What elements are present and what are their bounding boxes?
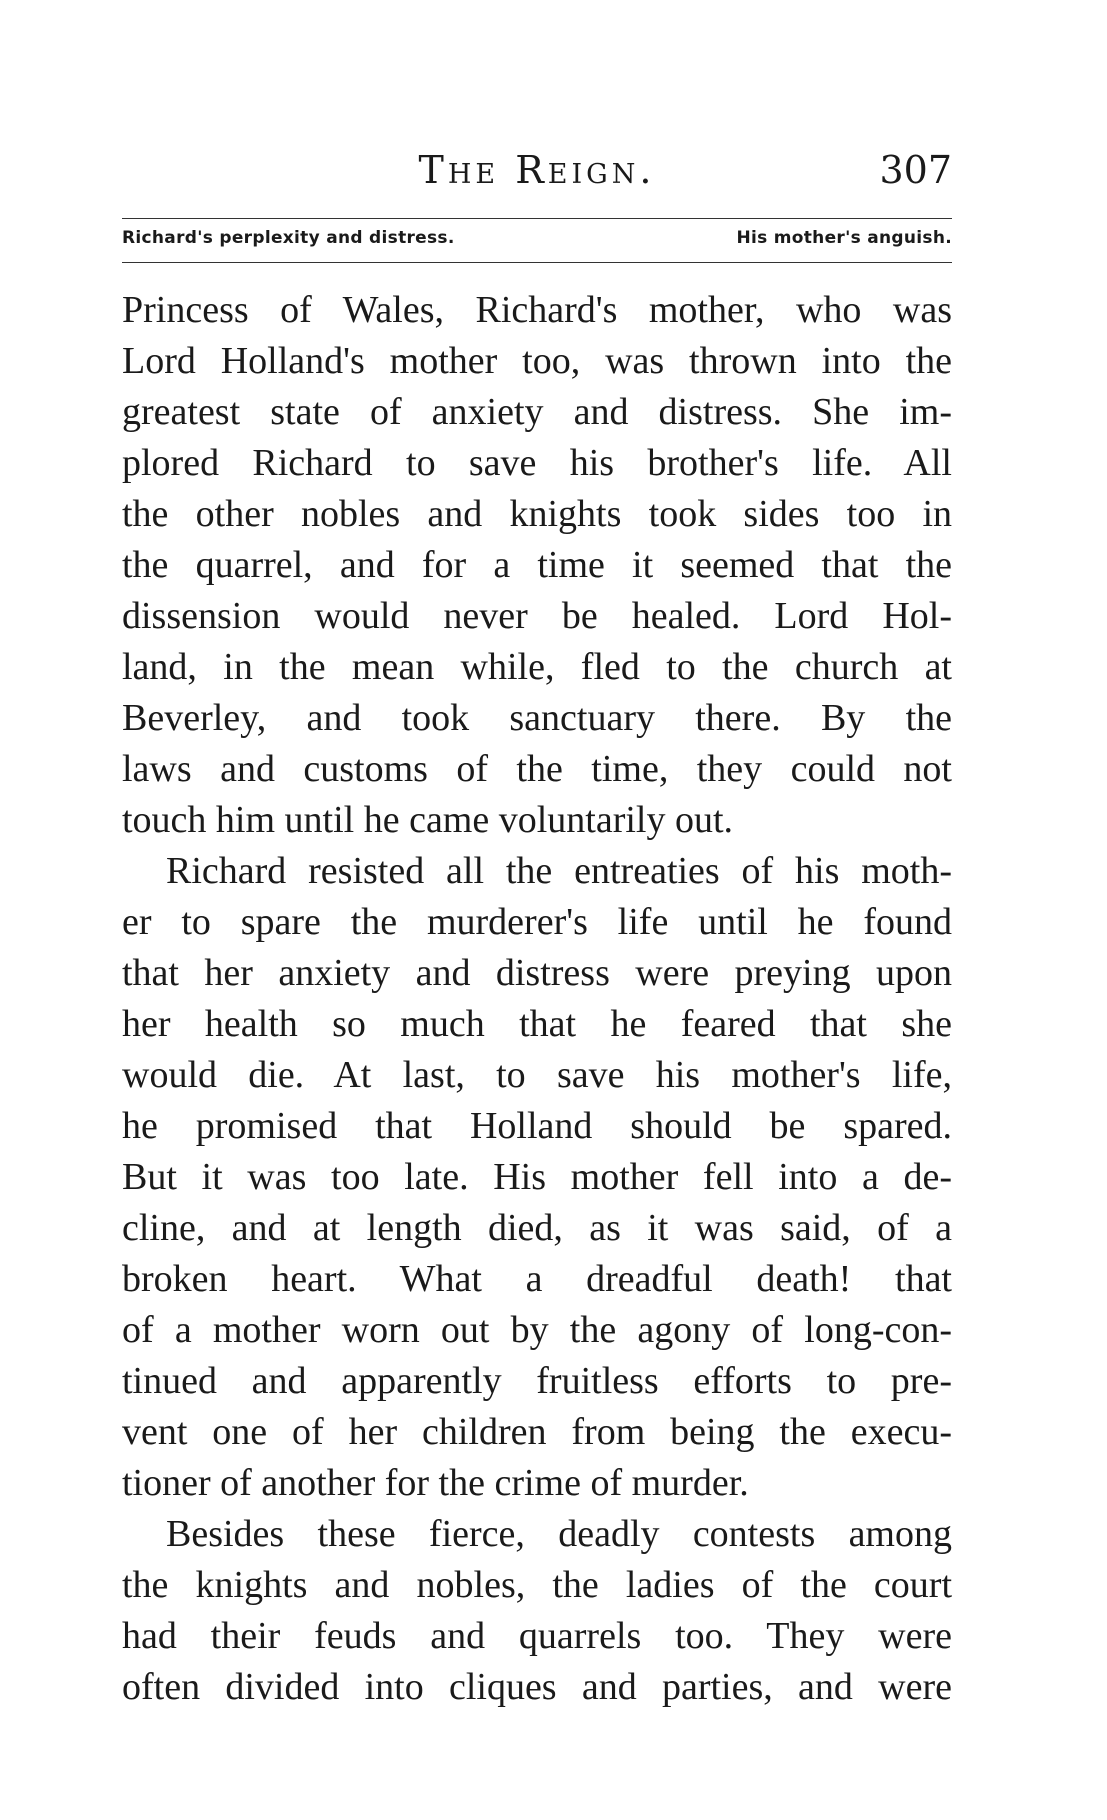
text-line: broken heart. What a dreadful death! that	[122, 1258, 952, 1300]
header-rule-top	[122, 218, 952, 219]
body-text	[122, 285, 952, 1713]
running-title: The Reign.	[418, 148, 656, 192]
text-line: Besides these fierce, deadly contests among	[166, 1513, 952, 1555]
text-line: of a mother worn out by the agony of long-con-	[122, 1309, 952, 1351]
text-line: plored Richard to save his brother's life. All	[122, 442, 952, 484]
text-line: Richard resisted all the entreaties of his moth-	[166, 850, 952, 892]
text-line: the other nobles and knights took sides too in	[122, 493, 952, 535]
text-line: greatest state of anxiety and distress. She im-	[122, 391, 952, 433]
page-number: 307	[879, 148, 952, 192]
marginal-subheads	[122, 228, 952, 258]
text-line: had their feuds and quarrels too. They were	[122, 1615, 952, 1657]
header-rule-bottom	[122, 262, 952, 263]
text-line: touch him until he came voluntarily out.	[122, 799, 734, 841]
text-line: land, in the mean while, fled to the church at	[122, 646, 952, 688]
text-line: Beverley, and took sanctuary there. By the	[122, 697, 952, 739]
text-line: tinued and apparently fruitless efforts to pre-	[122, 1360, 952, 1402]
text-line: laws and customs of the time, they could not	[122, 748, 952, 790]
text-line: her health so much that he feared that she	[122, 1003, 952, 1045]
text-line: would die. At last, to save his mother's life,	[122, 1054, 952, 1096]
text-line: But it was too late. His mother fell into a de-	[122, 1156, 952, 1198]
text-line: cline, and at length died, as it was said, of a	[122, 1207, 952, 1249]
text-line: the quarrel, and for a time it seemed that the	[122, 544, 952, 586]
text-line: Princess of Wales, Richard's mother, who was	[122, 289, 952, 331]
text-line: the knights and nobles, the ladies of the court	[122, 1564, 952, 1606]
text-line: he promised that Holland should be spared.	[122, 1105, 952, 1147]
subhead-left: Richard's perplexity and distress.	[122, 228, 455, 248]
text-line: dissension would never be healed. Lord Hol-	[122, 595, 952, 637]
subhead-right: His mother's anguish.	[736, 228, 952, 248]
paragraph-1	[122, 285, 952, 846]
text-line: er to spare the murderer's life until he found	[122, 901, 952, 943]
text-line: tioner of another for the crime of murder.	[122, 1462, 749, 1504]
paragraph-3	[122, 1509, 952, 1713]
running-head	[122, 148, 952, 198]
text-line: Lord Holland's mother too, was thrown into the	[122, 340, 952, 382]
text-line: that her anxiety and distress were preying upon	[122, 952, 952, 994]
paragraph-2	[122, 846, 952, 1509]
text-line: vent one of her children from being the execu-	[122, 1411, 952, 1453]
text-line: often divided into cliques and parties, and were	[122, 1666, 952, 1708]
